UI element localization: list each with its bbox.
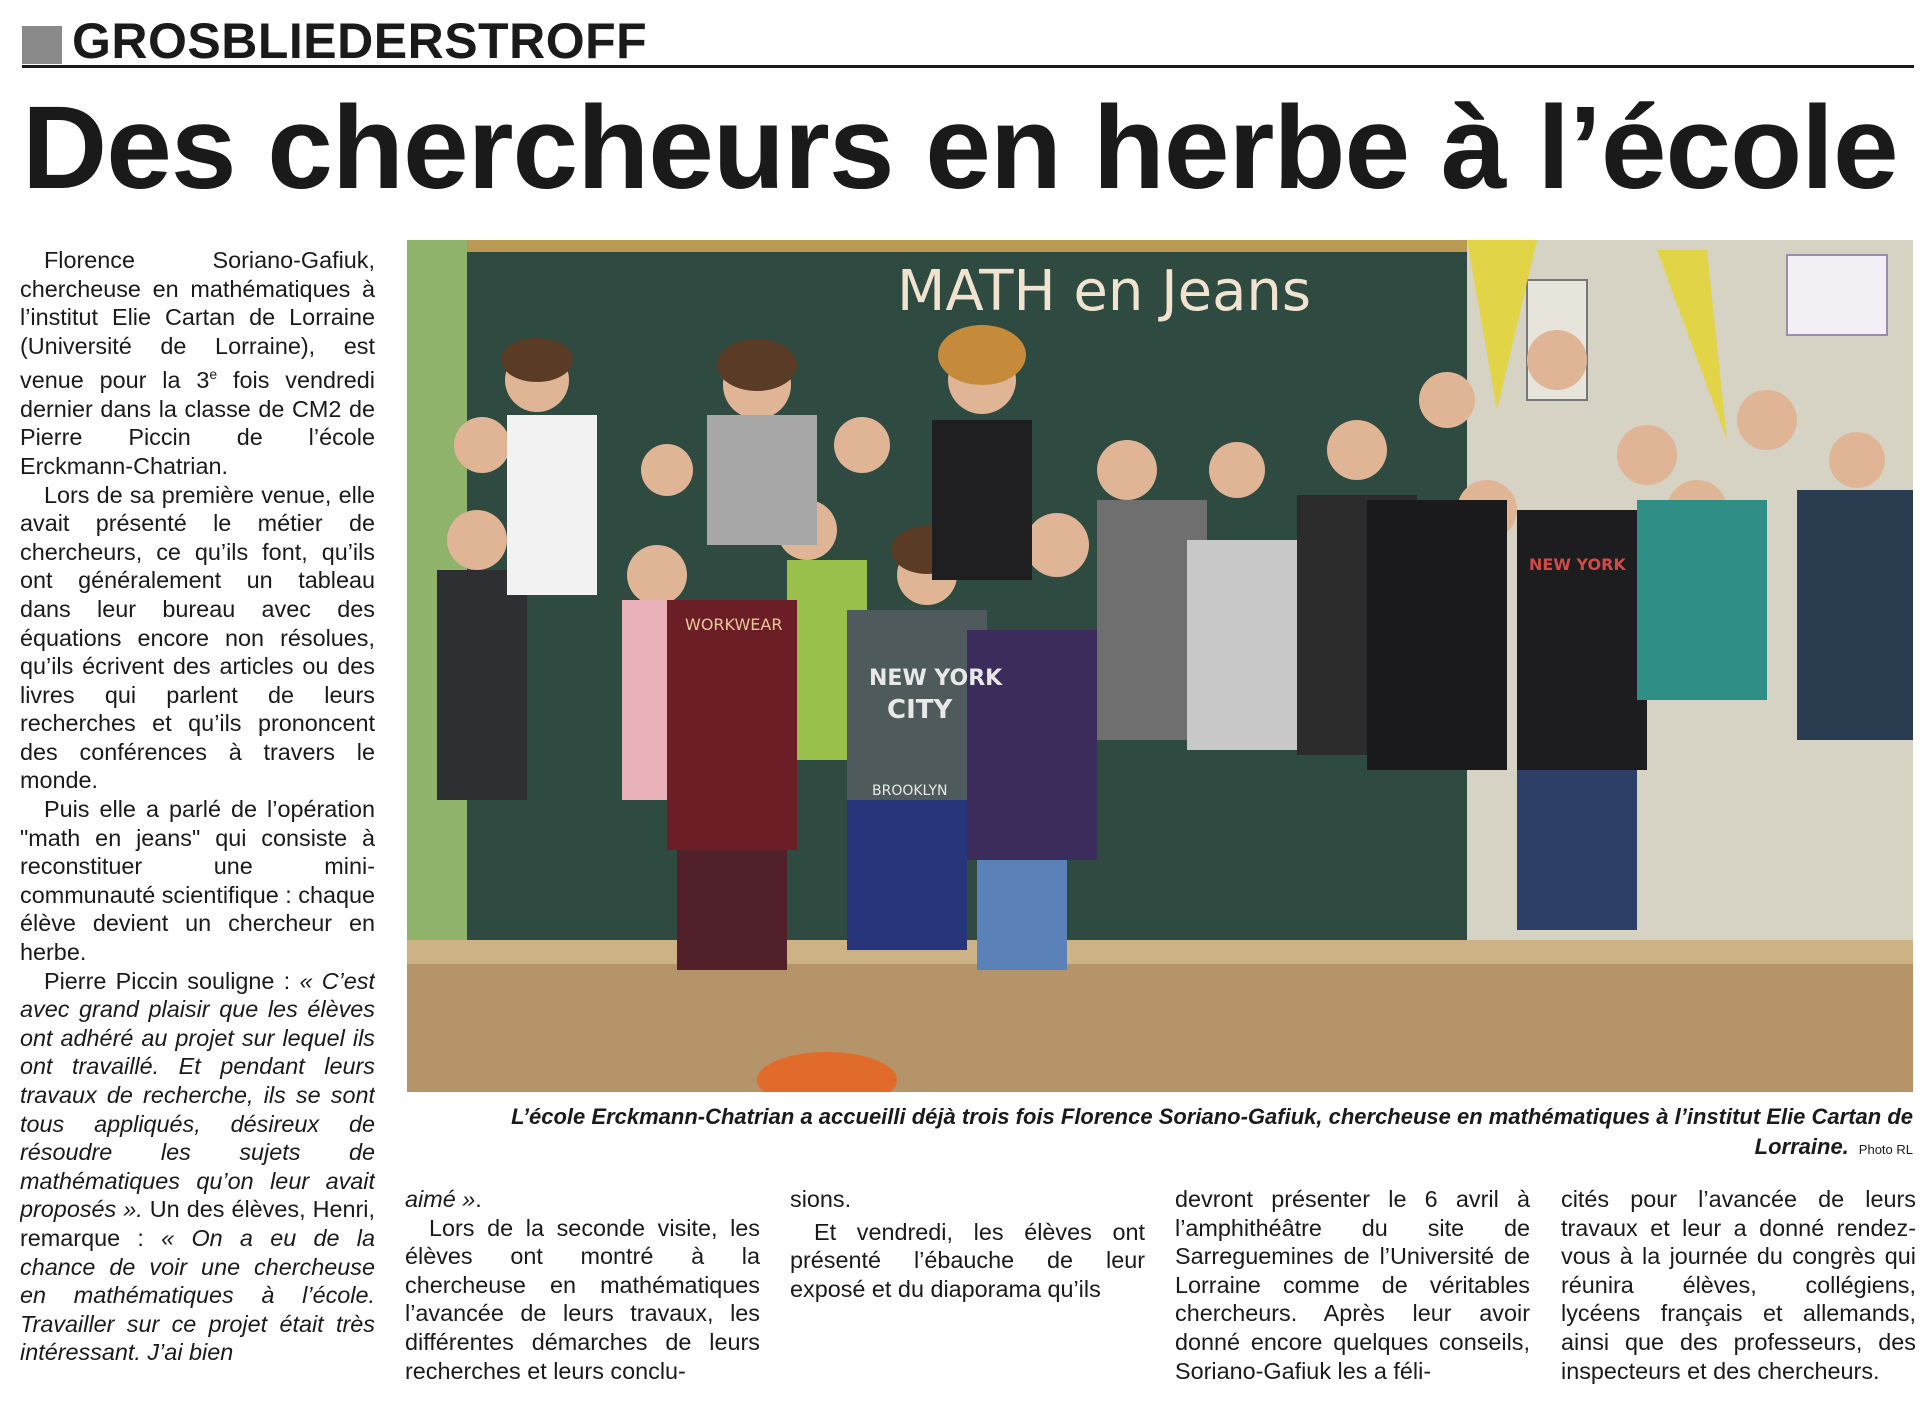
article-column-5 — [1561, 1185, 1916, 1415]
shirt-text: WORKWEAR — [685, 615, 783, 634]
photo-credit: Photo RL — [1858, 1142, 1913, 1157]
paragraph: Florence Soriano-Gafiuk, chercheuse en mathématiques à l’institut Elie Cartan de Lorraine (Université de Lorraine), est venue pour la 3e fois vendredi dernier dans la classe de CM2 de Pierre Piccin de l’école Erckmann-Chatrian. — [20, 247, 375, 479]
article-column-1 — [20, 246, 375, 1416]
board-text: MATH en Jeans — [897, 259, 1312, 324]
class-photo-illustration — [407, 240, 1913, 1092]
article-photo — [407, 240, 1913, 1092]
section-kicker — [22, 13, 1914, 69]
paragraph: Lors de sa première venue, elle avait présenté le métier de chercheurs, ce qu’ils font, qu’ils ont généralement un tableau dans leur bureau avec des équations encore non résolues, qu’ils écrivent des articles ou des livres qui parlent de leurs recherches et qu’ils prononcent des conférences à travers le monde. — [20, 481, 375, 794]
kicker-text: GROSBLIEDERSTROFF — [72, 13, 648, 69]
article-column-3 — [790, 1185, 1145, 1415]
shirt-text: NEW YORK — [869, 666, 1003, 691]
paragraph: aimé ». — [405, 1186, 482, 1212]
photo-caption — [407, 1102, 1913, 1165]
caption-text: L’école Erckmann-Chatrian a accueilli déjà trois fois Florence Soriano-Gafiuk, chercheuse en mathématiques à l’institut Elie Cartan de Lorraine. — [511, 1104, 1913, 1159]
shirt-text: NEW YORK — [1529, 555, 1626, 574]
paragraph: Pierre Piccin souligne : « C’est avec grand plaisir que les élèves ont adhéré au projet sur lequel ils ont travaillé. Et pendant leurs travaux de recherche, ils se sont tous appliqués, désireux de résoudre les sujets de mathématiques qu’on leur avait proposés ». Un des élèves, Henri, remarque : « On a eu de la chance de voir une chercheuse en mathématiques à l’école. Travailler sur ce projet était très intéressant. J’ai bien — [20, 967, 375, 1366]
kicker-square-icon — [22, 26, 62, 64]
paragraph: Puis elle a parlé de l’opération "math en jeans" qui consiste à reconstituer une mini-communauté scientifique : chaque élève devient un chercheur en herbe. — [20, 796, 375, 966]
shirt-text: BROOKLYN — [872, 783, 948, 799]
paragraph: sions. — [790, 1186, 852, 1212]
shirt-text: CITY — [887, 695, 953, 725]
paragraph: devront présenter le 6 avril à l’amphithéâtre du site de Sarreguemines de l’Université de Lorraine comme de véritables chercheurs. Après leur avoir donné encore quelques conseils, Soriano-Gafiuk les a féli- — [1175, 1186, 1530, 1384]
article-column-2 — [405, 1185, 760, 1415]
paragraph: Lors de la seconde visite, les élèves ont montré à la chercheuse en mathématiques l’avancée de leurs travaux, les différentes démarches de leurs recherches et leurs conclu- — [405, 1214, 760, 1384]
headline: Des chercheurs en herbe à l’école — [22, 82, 1898, 214]
article-column-4 — [1175, 1185, 1530, 1415]
paragraph: cités pour l’avancée de leurs travaux et leur a donné rendez-vous à la journée du congrès qui réunira élèves, collégiens, lycéens français et allemands, ainsi que des professeurs, des inspecteurs et des chercheurs. — [1561, 1186, 1916, 1384]
paragraph: Et vendredi, les élèves ont présenté l’ébauche de leur exposé et du diaporama qu’ils — [790, 1218, 1145, 1302]
